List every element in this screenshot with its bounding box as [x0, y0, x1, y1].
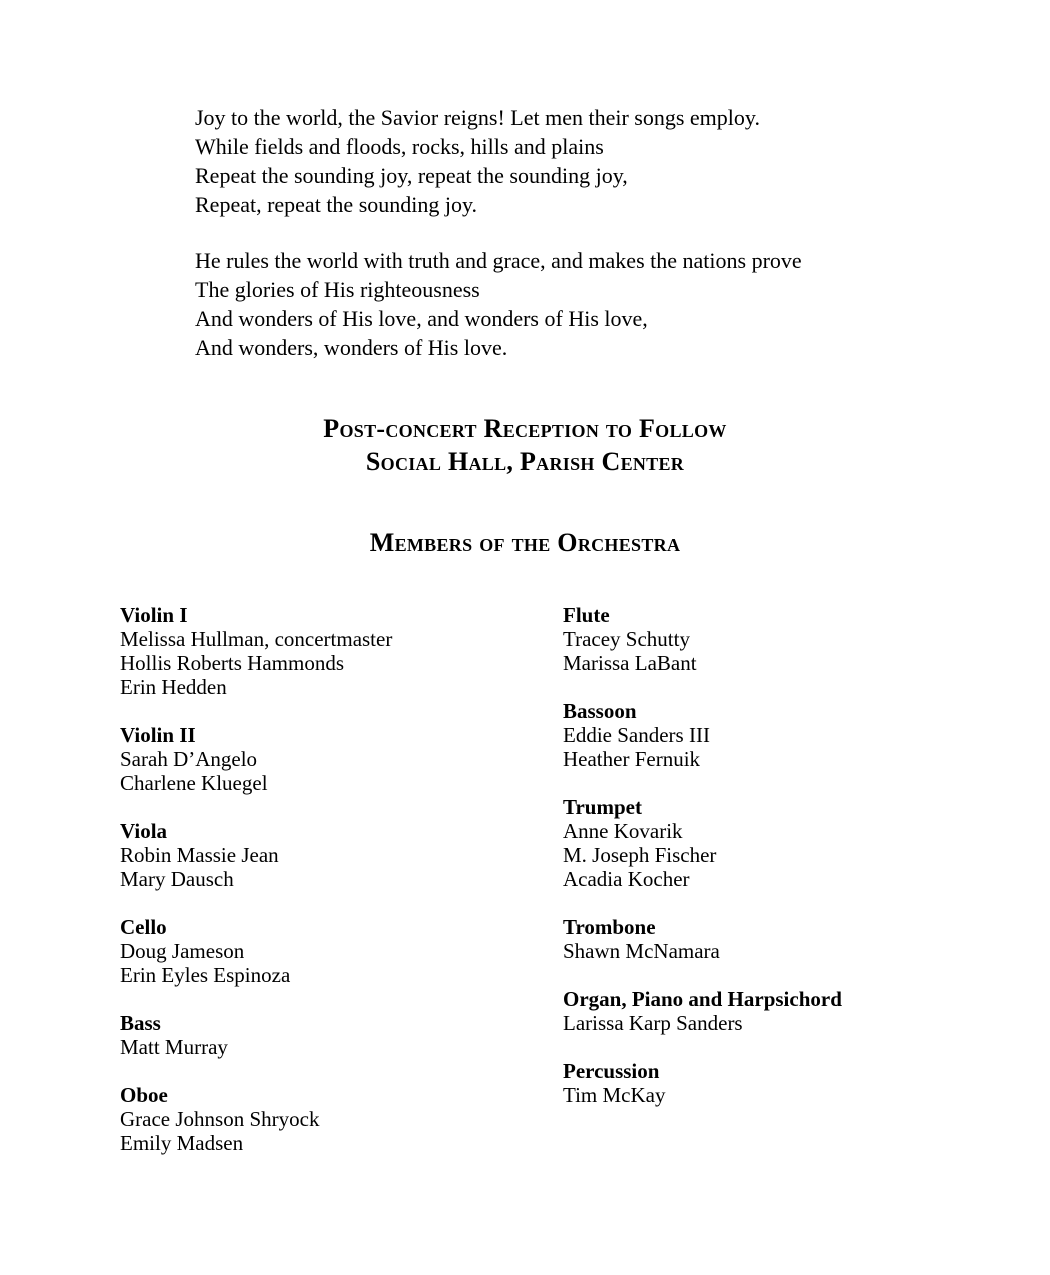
orchestra-left-column	[120, 603, 392, 1179]
stanza	[195, 246, 802, 362]
section-title: Organ, Piano and Harpsichord	[563, 987, 842, 1011]
orchestra-right-column	[563, 603, 842, 1131]
member-name: Sarah D’Angelo	[120, 747, 258, 771]
section-title: Bass	[120, 1011, 161, 1035]
instrument-section	[563, 987, 842, 1035]
member-name: Matt Murray	[120, 1035, 228, 1059]
lyric-line: Joy to the world, the Savior reigns! Let men their songs employ.	[195, 105, 760, 130]
section-title: Trumpet	[563, 795, 642, 819]
lyric-line: And wonders of His love, and wonders of His love,	[195, 306, 648, 331]
section-title: Violin I	[120, 603, 188, 627]
member-name: Melissa Hullman, concertmaster	[120, 627, 393, 651]
member-name: Charlene Kluegel	[120, 771, 268, 795]
member-name: Grace Johnson Shryock	[120, 1107, 320, 1131]
member-name: Eddie Sanders III	[563, 723, 710, 747]
section-title: Flute	[563, 603, 610, 627]
instrument-section	[120, 1083, 392, 1155]
section-title: Bassoon	[563, 699, 637, 723]
member-name: Marissa LaBant	[563, 651, 697, 675]
member-name: Larissa Karp Sanders	[563, 1011, 743, 1035]
member-name: Heather Fernuik	[563, 747, 701, 771]
lyric-line: And wonders, wonders of His love.	[195, 335, 508, 360]
instrument-section	[563, 795, 842, 891]
instrument-section	[563, 699, 842, 771]
section-title: Trombone	[563, 915, 656, 939]
reception-location: Social Hall, Parish Center	[365, 447, 685, 476]
member-name: Mary Dausch	[120, 867, 234, 891]
member-name: Tracey Schutty	[563, 627, 690, 651]
member-name: Erin Eyles Espinoza	[120, 963, 291, 987]
member-name: M. Joseph Fischer	[563, 843, 717, 867]
lyric-line: Repeat the sounding joy, repeat the sounding joy,	[195, 163, 628, 188]
instrument-section	[120, 819, 392, 891]
instrument-section	[120, 603, 392, 699]
member-name: Anne Kovarik	[563, 819, 683, 843]
instrument-section	[563, 1059, 842, 1107]
member-name: Doug Jameson	[120, 939, 245, 963]
member-name: Hollis Roberts Hammonds	[120, 651, 344, 675]
instrument-section	[563, 915, 842, 963]
member-name: Tim McKay	[563, 1083, 666, 1107]
member-name: Acadia Kocher	[563, 867, 690, 891]
member-name: Robin Massie Jean	[120, 843, 279, 867]
section-title: Violin II	[120, 723, 196, 747]
section-title: Cello	[120, 915, 167, 939]
reception-line: Post-concert Reception to Follow	[323, 414, 727, 443]
stanza	[195, 103, 802, 219]
section-title: Oboe	[120, 1083, 168, 1107]
instrument-section	[120, 723, 392, 795]
instrument-section	[120, 1011, 392, 1059]
member-name: Emily Madsen	[120, 1131, 244, 1155]
section-title: Viola	[120, 819, 168, 843]
instrument-section	[120, 915, 392, 987]
instrument-section	[563, 603, 842, 675]
lyric-line: The glories of His righteousness	[195, 277, 480, 302]
lyric-line: Repeat, repeat the sounding joy.	[195, 192, 478, 217]
section-title: Percussion	[563, 1059, 660, 1083]
reception-heading	[0, 412, 1050, 478]
orchestra-heading: Members of the Orchestra	[369, 528, 681, 557]
member-name: Shawn McNamara	[563, 939, 720, 963]
member-name: Erin Hedden	[120, 675, 227, 699]
lyric-line: While fields and floods, rocks, hills and plains	[195, 134, 604, 159]
hymn-lyrics	[195, 103, 802, 389]
lyric-line: He rules the world with truth and grace, and makes the nations prove	[195, 248, 802, 273]
